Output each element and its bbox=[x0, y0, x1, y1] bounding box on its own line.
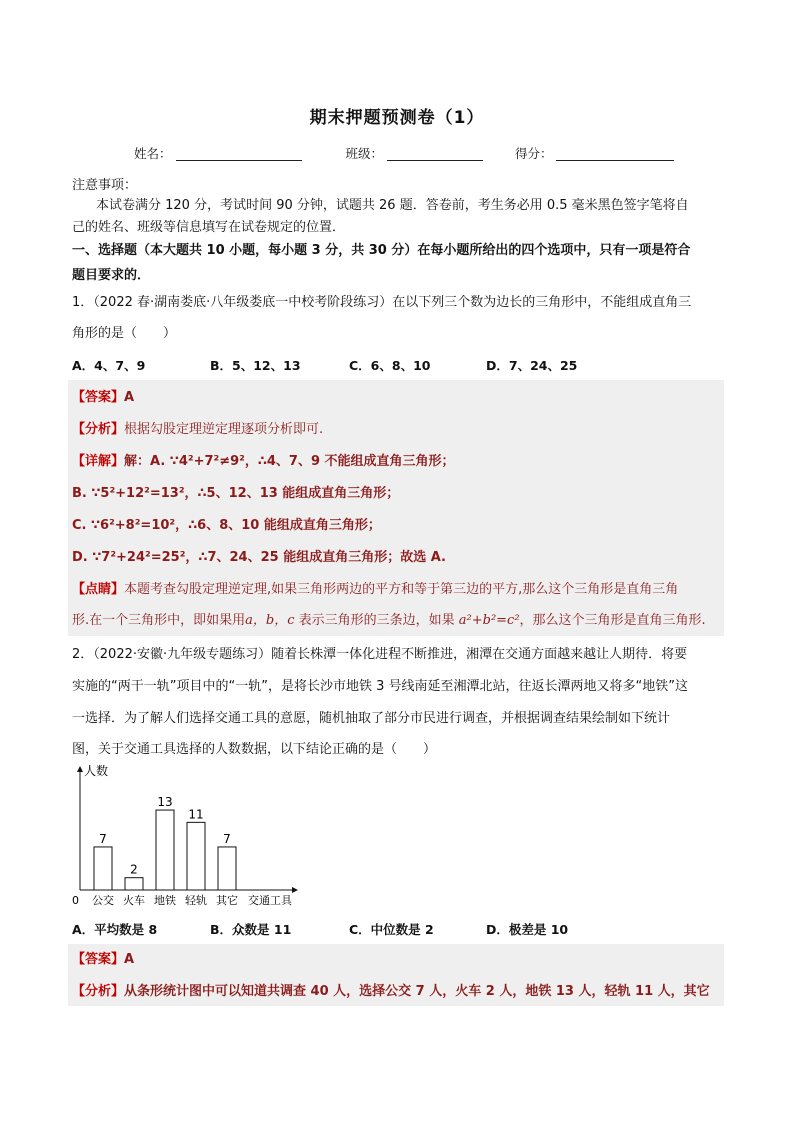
analysis-tag: 【分析】 bbox=[72, 984, 125, 999]
class-label: 班级： bbox=[345, 146, 383, 161]
q2-analysis bbox=[72, 982, 710, 1002]
bar-2 bbox=[125, 878, 143, 890]
y-axis-arrow bbox=[77, 766, 83, 772]
name-label: 姓名： bbox=[134, 146, 172, 161]
question-2-stem-4: 图，关于交通工具选择的人数数据，以下结论正确的是（ ） bbox=[72, 742, 437, 757]
detail-tag: 【详解】 bbox=[72, 454, 125, 469]
score-field[interactable] bbox=[556, 146, 674, 161]
answer-value: A bbox=[124, 390, 135, 405]
q1-answer bbox=[72, 388, 134, 408]
y-axis-label: 人数 bbox=[84, 764, 109, 778]
q1-option-d[interactable]: D．7、24、25 bbox=[486, 358, 578, 373]
notes-line-1: 本试卷满分 120 分，考试时间 90 分钟，试题共 26 题．答卷前，考生务必用 0.5 毫米黑色签字笔将自 bbox=[96, 198, 689, 213]
detail-line-1: 解：A. ∵4²+7²≠9²，∴4、7、9 不能组成直角三角形； bbox=[124, 454, 455, 469]
q1-option-a[interactable]: A．4、7、9 bbox=[72, 358, 146, 373]
origin-label: 0 bbox=[72, 894, 79, 907]
data-label-4: 11 bbox=[188, 807, 204, 822]
x-axis-label: 交通工具 bbox=[248, 894, 292, 907]
q1-comment bbox=[72, 580, 678, 600]
detail-line-4: D. ∵7²+24²=25²，∴7、24、25 能组成直角三角形；故选 A. bbox=[72, 550, 446, 565]
answer-tag: 【答案】 bbox=[72, 390, 125, 405]
transport-bar-chart bbox=[60, 758, 310, 910]
x-axis-arrow bbox=[292, 887, 298, 893]
student-info-row bbox=[134, 144, 674, 162]
answer-tag: 【答案】 bbox=[72, 952, 125, 967]
detail-line-2: B. ∵5²+12²=13²，∴5、12、13 能组成直角三角形； bbox=[72, 486, 400, 501]
data-label-2: 2 bbox=[130, 862, 138, 877]
category-label-2: 火车 bbox=[123, 894, 145, 907]
section-heading: 一、选择题（本大题共 10 小题，每小题 3 分，共 30 分）在每小题所给出的四个选项中，只有一项是符合 bbox=[72, 243, 691, 258]
name-field[interactable] bbox=[176, 146, 302, 161]
category-label-4: 轻轨 bbox=[185, 894, 207, 907]
bar-5 bbox=[218, 847, 236, 890]
category-label-3: 地铁 bbox=[154, 894, 176, 907]
q2-answer bbox=[72, 950, 134, 970]
question-1-stem: 1．（2022 春·湖南娄底·八年级娄底一中校考阶段练习）在以下列三个数为边长的三角形中，不能组成直角三 bbox=[72, 295, 692, 310]
q1-analysis bbox=[72, 420, 323, 440]
q2-option-d[interactable]: D．极差是 10 bbox=[486, 922, 569, 937]
question-2-stem: 2．（2022·安徽·九年级专题练习）随着长株潭一体化进程不断推进，湘潭在交通方面越来越让人期待．将要 bbox=[72, 647, 688, 662]
analysis-tag: 【分析】 bbox=[72, 422, 125, 437]
data-label-1: 7 bbox=[99, 831, 107, 846]
detail-line-3: C. ∵6²+8²=10²，∴6、8、10 能组成直角三角形； bbox=[72, 518, 381, 533]
comment-line-1: 本题考查勾股定理逆定理,如果三角形两边的平方和等于第三边的平方,那么这个三角形是直角三角 bbox=[124, 582, 679, 597]
bar-3 bbox=[156, 810, 174, 890]
q1-detail bbox=[72, 452, 455, 472]
category-label-1: 公交 bbox=[92, 894, 114, 907]
class-field[interactable] bbox=[387, 146, 483, 161]
score-label: 得分： bbox=[514, 146, 553, 161]
bar-1 bbox=[94, 847, 112, 890]
answer-value: A bbox=[124, 952, 135, 967]
analysis-text: 根据勾股定理逆定理逐项分析即可. bbox=[124, 422, 324, 437]
category-label-5: 其它 bbox=[216, 894, 238, 907]
page-title: 期末押题预测卷（1） bbox=[309, 108, 485, 128]
notes-line-2: 己的姓名、班级等信息填写在试卷规定的位置． bbox=[72, 220, 346, 235]
q1-option-b[interactable]: B．5、12、13 bbox=[210, 358, 301, 373]
question-2-stem-2: 实施的“两干一轨”项目中的“一轨”，是将长沙市地铁 3 号线南延至湘潭北站，往返长潭两地又将多“地铁”这 bbox=[72, 679, 688, 694]
bar-4 bbox=[187, 822, 205, 890]
question-1-stem-cont: 角形的是（ ） bbox=[72, 326, 177, 341]
analysis-text: 从条形统计图中可以知道共调查 40 人，选择公交 7 人，火车 2 人，地铁 13 人，轻轨 11 人，其它 bbox=[124, 984, 710, 999]
comment-line-2: 形.在一个三角形中，即如果用a，b，c 表示三角形的三条边，如果 a²+b²=c²，那么这个三角形是直角三角形. bbox=[72, 613, 706, 628]
q2-option-b[interactable]: B．众数是 11 bbox=[210, 922, 292, 937]
q1-option-c[interactable]: C．6、8、10 bbox=[349, 358, 431, 373]
question-2-stem-3: 一选择．为了解人们选择交通工具的意愿，随机抽取了部分市民进行调查，并根据调查结果绘制如下统计 bbox=[72, 711, 671, 726]
data-label-5: 7 bbox=[223, 831, 231, 846]
q2-option-a[interactable]: A．平均数是 8 bbox=[72, 922, 158, 937]
data-label-3: 13 bbox=[157, 795, 173, 810]
comment-tag: 【点睛】 bbox=[72, 582, 125, 597]
notes-heading: 注意事项： bbox=[72, 178, 138, 193]
q2-option-c[interactable]: C．中位数是 2 bbox=[349, 922, 434, 937]
section-heading-cont: 题目要求的． bbox=[72, 268, 151, 283]
